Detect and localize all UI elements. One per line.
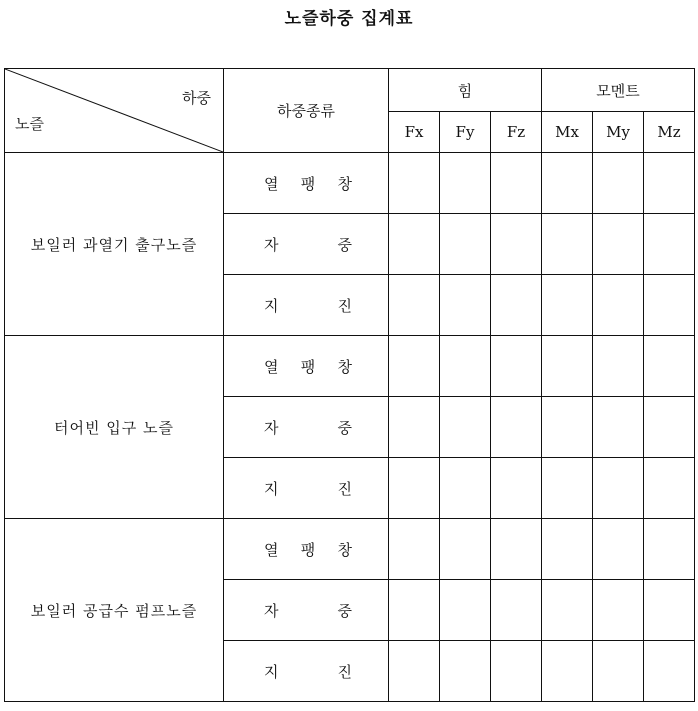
value-cell (389, 214, 440, 275)
value-cell (644, 214, 695, 275)
value-cell (644, 580, 695, 641)
value-cell (491, 336, 542, 397)
value-cell (593, 397, 644, 458)
table-row (5, 519, 695, 580)
value-cell (389, 397, 440, 458)
table-row (5, 153, 695, 214)
mx-header: Mx (542, 112, 593, 153)
value-cell (440, 458, 491, 519)
value-cell (491, 214, 542, 275)
table-row (5, 336, 695, 397)
moment-header: 모멘트 (542, 69, 695, 112)
mz-header: Mz (644, 112, 695, 153)
value-cell (389, 336, 440, 397)
value-cell (644, 275, 695, 336)
load-type-cell: 열 팽 창 (224, 336, 389, 397)
value-cell (542, 153, 593, 214)
value-cell (440, 580, 491, 641)
load-type-header: 하중종류 (224, 69, 389, 153)
load-type-cell: 열 팽 창 (224, 519, 389, 580)
fy-header: Fy (440, 112, 491, 153)
value-cell (542, 275, 593, 336)
value-cell (644, 458, 695, 519)
value-cell (440, 153, 491, 214)
value-cell (593, 519, 644, 580)
force-header: 힘 (389, 69, 542, 112)
value-cell (644, 397, 695, 458)
value-cell (644, 153, 695, 214)
value-cell (389, 641, 440, 702)
value-cell (491, 641, 542, 702)
diagonal-line (5, 69, 223, 152)
corner-load-label: 하중 (182, 89, 211, 107)
value-cell (389, 275, 440, 336)
value-cell (440, 336, 491, 397)
load-type-cell: 자 중 (224, 580, 389, 641)
nozzle-name: 보일러 과열기 출구노즐 (5, 153, 224, 336)
load-type-cell: 지 진 (224, 641, 389, 702)
value-cell (593, 275, 644, 336)
my-header: My (593, 112, 644, 153)
value-cell (491, 519, 542, 580)
header-row-1 (5, 69, 695, 112)
value-cell (440, 214, 491, 275)
value-cell (440, 397, 491, 458)
value-cell (542, 336, 593, 397)
document-title: 노즐하중 집계표 (284, 9, 414, 29)
corner-cell (5, 69, 224, 153)
load-type-cell: 지 진 (224, 275, 389, 336)
value-cell (542, 641, 593, 702)
value-cell (440, 275, 491, 336)
fz-header: Fz (491, 112, 542, 153)
value-cell (593, 641, 644, 702)
value-cell (593, 458, 644, 519)
load-type-cell: 열 팽 창 (224, 153, 389, 214)
fx-header: Fx (389, 112, 440, 153)
value-cell (644, 641, 695, 702)
value-cell (593, 580, 644, 641)
value-cell (542, 397, 593, 458)
load-type-cell: 자 중 (224, 214, 389, 275)
value-cell (491, 275, 542, 336)
value-cell (389, 458, 440, 519)
value-cell (491, 580, 542, 641)
load-type-cell: 지 진 (224, 458, 389, 519)
value-cell (593, 153, 644, 214)
value-cell (644, 336, 695, 397)
value-cell (491, 153, 542, 214)
nozzle-load-table (4, 68, 695, 702)
value-cell (389, 519, 440, 580)
value-cell (542, 519, 593, 580)
value-cell (491, 397, 542, 458)
value-cell (593, 336, 644, 397)
value-cell (389, 153, 440, 214)
corner-nozzle-label: 노즐 (15, 115, 44, 133)
value-cell (644, 519, 695, 580)
value-cell (440, 519, 491, 580)
load-type-cell: 자 중 (224, 397, 389, 458)
nozzle-name: 보일러 공급수 펌프노즐 (5, 519, 224, 702)
value-cell (542, 580, 593, 641)
value-cell (440, 641, 491, 702)
value-cell (389, 580, 440, 641)
value-cell (542, 458, 593, 519)
value-cell (542, 214, 593, 275)
value-cell (593, 214, 644, 275)
nozzle-name: 터어빈 입구 노즐 (5, 336, 224, 519)
value-cell (491, 458, 542, 519)
